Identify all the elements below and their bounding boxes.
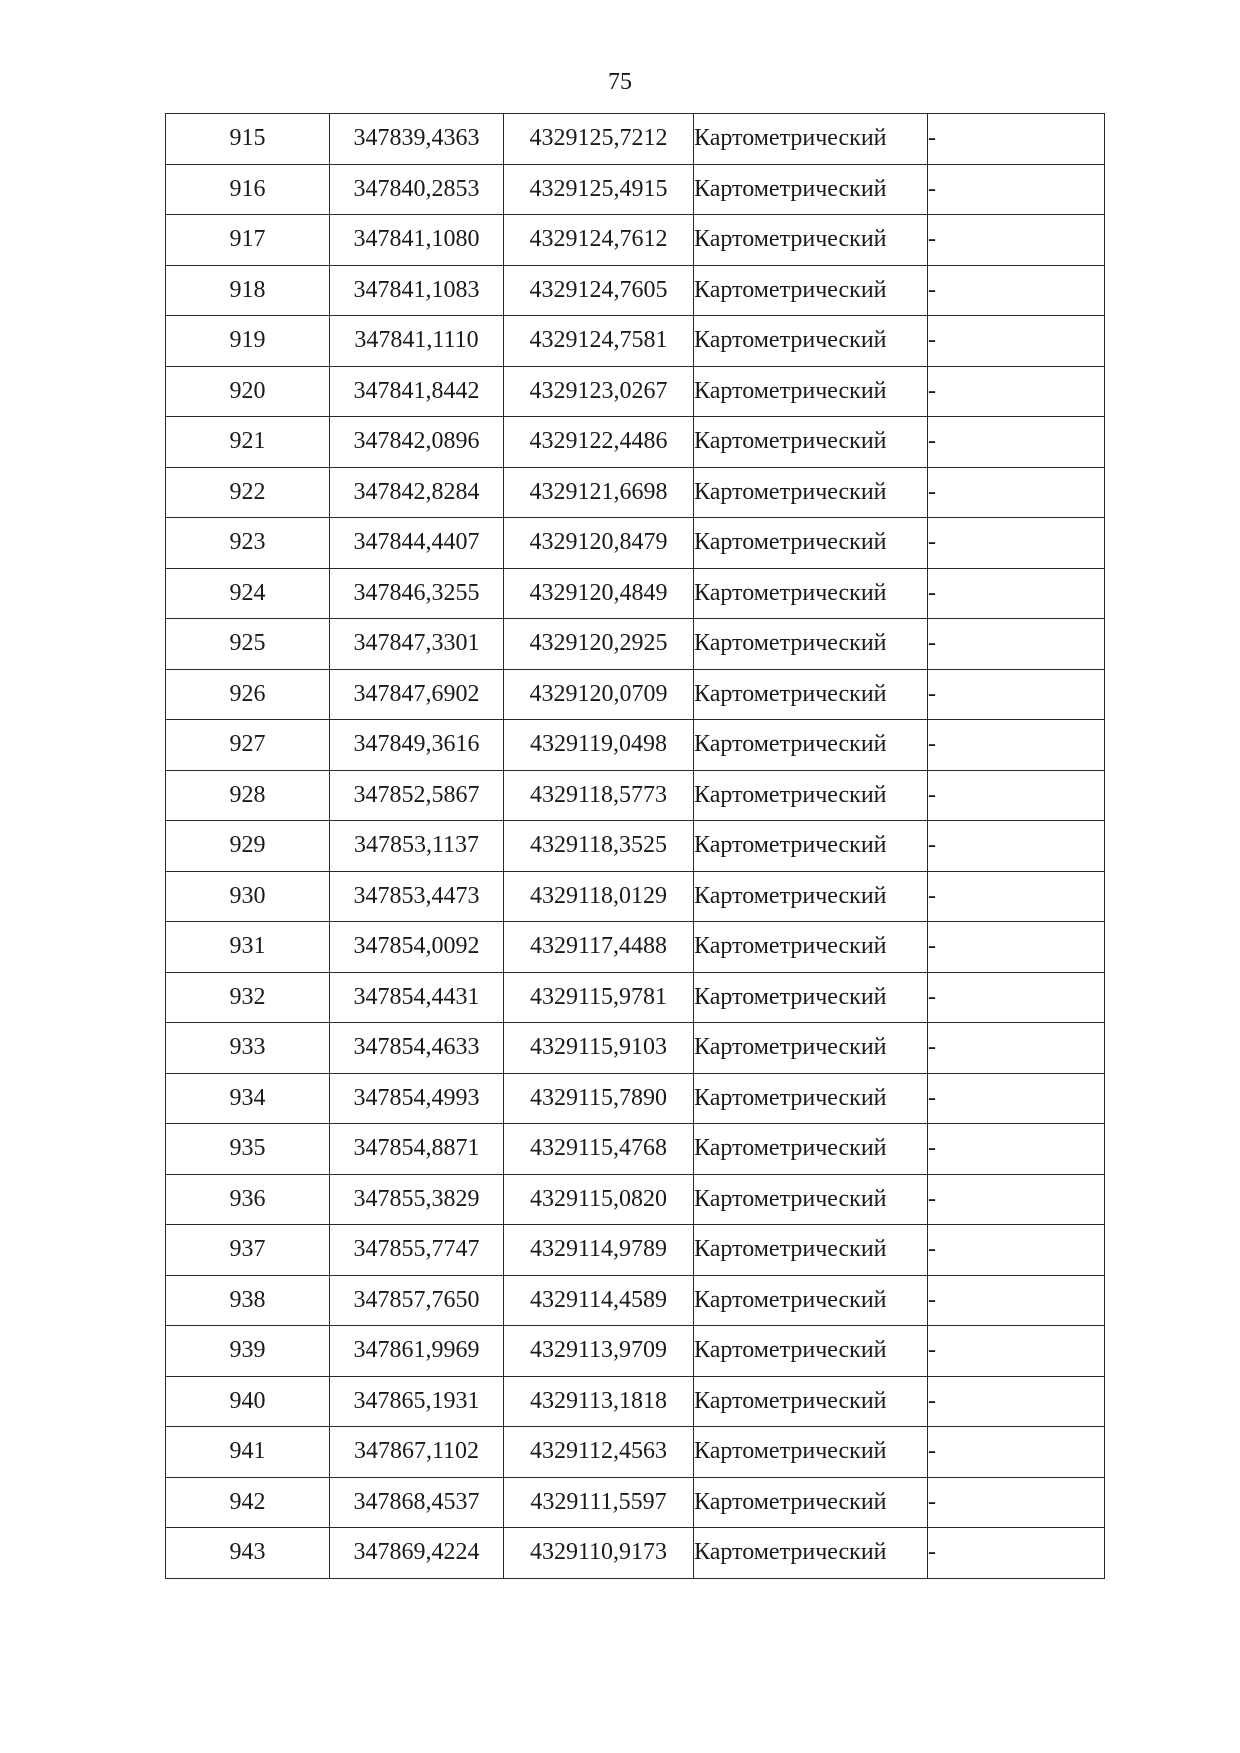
table-row — [166, 316, 1105, 367]
method-cell: Картометрический — [694, 164, 928, 215]
table-row — [166, 1225, 1105, 1276]
method-cell: Картометрический — [694, 720, 928, 771]
x-coordinate-cell: 347840,2853 — [330, 164, 504, 215]
note-cell: - — [928, 114, 1105, 165]
y-coordinate-cell: 4329119,0498 — [504, 720, 694, 771]
method-cell: Картометрический — [694, 770, 928, 821]
point-number-cell: 927 — [166, 720, 330, 771]
point-number-cell: 933 — [166, 1023, 330, 1074]
y-coordinate-cell: 4329120,2925 — [504, 619, 694, 670]
x-coordinate-cell: 347854,4633 — [330, 1023, 504, 1074]
note-cell: - — [928, 518, 1105, 569]
x-coordinate-cell: 347861,9969 — [330, 1326, 504, 1377]
method-cell: Картометрический — [694, 215, 928, 266]
point-number-cell: 919 — [166, 316, 330, 367]
method-cell: Картометрический — [694, 871, 928, 922]
method-cell: Картометрический — [694, 1225, 928, 1276]
point-number-cell: 938 — [166, 1275, 330, 1326]
note-cell: - — [928, 1326, 1105, 1377]
x-coordinate-cell: 347841,8442 — [330, 366, 504, 417]
method-cell: Картометрический — [694, 417, 928, 468]
table-row — [166, 1427, 1105, 1478]
x-coordinate-cell: 347853,4473 — [330, 871, 504, 922]
x-coordinate-cell: 347844,4407 — [330, 518, 504, 569]
table-row — [166, 1376, 1105, 1427]
note-cell: - — [928, 871, 1105, 922]
x-coordinate-cell: 347855,3829 — [330, 1174, 504, 1225]
note-cell: - — [928, 467, 1105, 518]
method-cell: Картометрический — [694, 265, 928, 316]
note-cell: - — [928, 770, 1105, 821]
y-coordinate-cell: 4329113,9709 — [504, 1326, 694, 1377]
method-cell: Картометрический — [694, 1376, 928, 1427]
point-number-cell: 943 — [166, 1528, 330, 1579]
note-cell: - — [928, 316, 1105, 367]
note-cell: - — [928, 821, 1105, 872]
table-row — [166, 720, 1105, 771]
y-coordinate-cell: 4329113,1818 — [504, 1376, 694, 1427]
x-coordinate-cell: 347841,1083 — [330, 265, 504, 316]
note-cell: - — [928, 972, 1105, 1023]
x-coordinate-cell: 347855,7747 — [330, 1225, 504, 1276]
x-coordinate-cell: 347857,7650 — [330, 1275, 504, 1326]
method-cell: Картометрический — [694, 1124, 928, 1175]
table-row — [166, 215, 1105, 266]
table-row — [166, 1124, 1105, 1175]
point-number-cell: 940 — [166, 1376, 330, 1427]
note-cell: - — [928, 1174, 1105, 1225]
point-number-cell: 942 — [166, 1477, 330, 1528]
table-row — [166, 366, 1105, 417]
point-number-cell: 932 — [166, 972, 330, 1023]
note-cell: - — [928, 1225, 1105, 1276]
y-coordinate-cell: 4329118,5773 — [504, 770, 694, 821]
note-cell: - — [928, 1376, 1105, 1427]
table-row — [166, 1073, 1105, 1124]
point-number-cell: 918 — [166, 265, 330, 316]
note-cell: - — [928, 1275, 1105, 1326]
method-cell: Картометрический — [694, 1023, 928, 1074]
y-coordinate-cell: 4329115,7890 — [504, 1073, 694, 1124]
table-row — [166, 1528, 1105, 1579]
y-coordinate-cell: 4329112,4563 — [504, 1427, 694, 1478]
note-cell: - — [928, 1427, 1105, 1478]
y-coordinate-cell: 4329118,0129 — [504, 871, 694, 922]
method-cell: Картометрический — [694, 821, 928, 872]
y-coordinate-cell: 4329124,7581 — [504, 316, 694, 367]
method-cell: Картометрический — [694, 1326, 928, 1377]
note-cell: - — [928, 619, 1105, 670]
point-number-cell: 934 — [166, 1073, 330, 1124]
coordinates-table — [165, 113, 1105, 1579]
point-number-cell: 941 — [166, 1427, 330, 1478]
point-number-cell: 916 — [166, 164, 330, 215]
table-row — [166, 972, 1105, 1023]
y-coordinate-cell: 4329110,9173 — [504, 1528, 694, 1579]
method-cell: Картометрический — [694, 669, 928, 720]
x-coordinate-cell: 347847,3301 — [330, 619, 504, 670]
method-cell: Картометрический — [694, 114, 928, 165]
y-coordinate-cell: 4329124,7612 — [504, 215, 694, 266]
y-coordinate-cell: 4329121,6698 — [504, 467, 694, 518]
y-coordinate-cell: 4329124,7605 — [504, 265, 694, 316]
y-coordinate-cell: 4329115,9103 — [504, 1023, 694, 1074]
y-coordinate-cell: 4329115,4768 — [504, 1124, 694, 1175]
note-cell: - — [928, 1073, 1105, 1124]
y-coordinate-cell: 4329125,4915 — [504, 164, 694, 215]
x-coordinate-cell: 347854,4431 — [330, 972, 504, 1023]
table-row — [166, 1326, 1105, 1377]
coordinates-table-body — [166, 114, 1105, 1579]
table-row — [166, 164, 1105, 215]
method-cell: Картометрический — [694, 568, 928, 619]
method-cell: Картометрический — [694, 1427, 928, 1478]
point-number-cell: 930 — [166, 871, 330, 922]
page-number: 75 — [608, 69, 632, 95]
note-cell: - — [928, 568, 1105, 619]
point-number-cell: 915 — [166, 114, 330, 165]
x-coordinate-cell: 347847,6902 — [330, 669, 504, 720]
table-row — [166, 114, 1105, 165]
point-number-cell: 920 — [166, 366, 330, 417]
note-cell: - — [928, 669, 1105, 720]
y-coordinate-cell: 4329123,0267 — [504, 366, 694, 417]
x-coordinate-cell: 347842,8284 — [330, 467, 504, 518]
note-cell: - — [928, 1528, 1105, 1579]
table-row — [166, 568, 1105, 619]
point-number-cell: 921 — [166, 417, 330, 468]
point-number-cell: 924 — [166, 568, 330, 619]
note-cell: - — [928, 1023, 1105, 1074]
table-row — [166, 821, 1105, 872]
method-cell: Картометрический — [694, 518, 928, 569]
x-coordinate-cell: 347849,3616 — [330, 720, 504, 771]
x-coordinate-cell: 347846,3255 — [330, 568, 504, 619]
note-cell: - — [928, 1124, 1105, 1175]
y-coordinate-cell: 4329122,4486 — [504, 417, 694, 468]
method-cell: Картометрический — [694, 922, 928, 973]
point-number-cell: 923 — [166, 518, 330, 569]
note-cell: - — [928, 720, 1105, 771]
table-row — [166, 1275, 1105, 1326]
table-row — [166, 669, 1105, 720]
table-row — [166, 770, 1105, 821]
x-coordinate-cell: 347852,5867 — [330, 770, 504, 821]
x-coordinate-cell: 347842,0896 — [330, 417, 504, 468]
method-cell: Картометрический — [694, 467, 928, 518]
method-cell: Картометрический — [694, 1073, 928, 1124]
x-coordinate-cell: 347865,1931 — [330, 1376, 504, 1427]
x-coordinate-cell: 347841,1110 — [330, 316, 504, 367]
method-cell: Картометрический — [694, 1275, 928, 1326]
table-row — [166, 1477, 1105, 1528]
y-coordinate-cell: 4329114,4589 — [504, 1275, 694, 1326]
note-cell: - — [928, 417, 1105, 468]
note-cell: - — [928, 265, 1105, 316]
note-cell: - — [928, 215, 1105, 266]
y-coordinate-cell: 4329120,8479 — [504, 518, 694, 569]
method-cell: Картометрический — [694, 619, 928, 670]
table-row — [166, 417, 1105, 468]
x-coordinate-cell: 347853,1137 — [330, 821, 504, 872]
method-cell: Картометрический — [694, 972, 928, 1023]
table-row — [166, 1174, 1105, 1225]
x-coordinate-cell: 347839,4363 — [330, 114, 504, 165]
x-coordinate-cell: 347841,1080 — [330, 215, 504, 266]
y-coordinate-cell: 4329118,3525 — [504, 821, 694, 872]
x-coordinate-cell: 347854,8871 — [330, 1124, 504, 1175]
y-coordinate-cell: 4329120,4849 — [504, 568, 694, 619]
point-number-cell: 935 — [166, 1124, 330, 1175]
y-coordinate-cell: 4329120,0709 — [504, 669, 694, 720]
table-row — [166, 871, 1105, 922]
table-row — [166, 1023, 1105, 1074]
x-coordinate-cell: 347854,0092 — [330, 922, 504, 973]
y-coordinate-cell: 4329115,9781 — [504, 972, 694, 1023]
note-cell: - — [928, 1477, 1105, 1528]
y-coordinate-cell: 4329117,4488 — [504, 922, 694, 973]
point-number-cell: 925 — [166, 619, 330, 670]
method-cell: Картометрический — [694, 1174, 928, 1225]
note-cell: - — [928, 922, 1105, 973]
note-cell: - — [928, 164, 1105, 215]
point-number-cell: 929 — [166, 821, 330, 872]
method-cell: Картометрический — [694, 1477, 928, 1528]
point-number-cell: 931 — [166, 922, 330, 973]
method-cell: Картометрический — [694, 366, 928, 417]
method-cell: Картометрический — [694, 1528, 928, 1579]
point-number-cell: 926 — [166, 669, 330, 720]
point-number-cell: 939 — [166, 1326, 330, 1377]
point-number-cell: 937 — [166, 1225, 330, 1276]
table-row — [166, 265, 1105, 316]
y-coordinate-cell: 4329115,0820 — [504, 1174, 694, 1225]
y-coordinate-cell: 4329125,7212 — [504, 114, 694, 165]
table-row — [166, 922, 1105, 973]
y-coordinate-cell: 4329114,9789 — [504, 1225, 694, 1276]
table-row — [166, 619, 1105, 670]
x-coordinate-cell: 347868,4537 — [330, 1477, 504, 1528]
note-cell: - — [928, 366, 1105, 417]
table-row — [166, 467, 1105, 518]
table-row — [166, 518, 1105, 569]
x-coordinate-cell: 347854,4993 — [330, 1073, 504, 1124]
point-number-cell: 936 — [166, 1174, 330, 1225]
point-number-cell: 928 — [166, 770, 330, 821]
x-coordinate-cell: 347869,4224 — [330, 1528, 504, 1579]
x-coordinate-cell: 347867,1102 — [330, 1427, 504, 1478]
point-number-cell: 917 — [166, 215, 330, 266]
method-cell: Картометрический — [694, 316, 928, 367]
y-coordinate-cell: 4329111,5597 — [504, 1477, 694, 1528]
point-number-cell: 922 — [166, 467, 330, 518]
